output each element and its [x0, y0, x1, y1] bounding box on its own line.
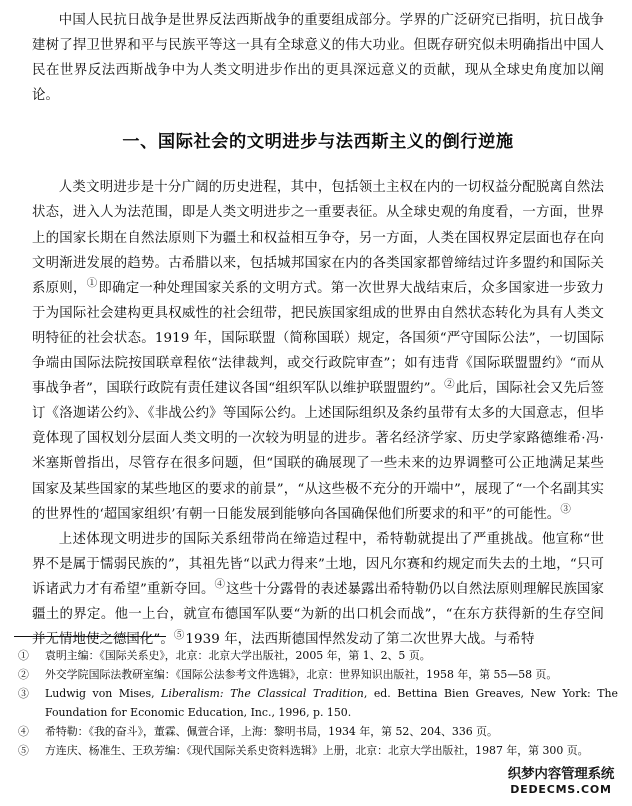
section-heading: 一、国际社会的文明进步与法西斯主义的倒行逆施 [122, 132, 514, 153]
paragraph-hitler-challenge [32, 527, 604, 652]
watermark [494, 767, 628, 796]
footnote-marker: ① [18, 649, 29, 662]
footnote-ref-4[interactable]: ④ [214, 578, 225, 591]
footnote-text: 希特勒：《我的奋斗》，董霖、佩萱合译，上海：黎明书局，1934 年，第 52、204、336 页。 [45, 724, 498, 738]
footnote-marker: ③ [18, 687, 29, 701]
footnote-list [14, 647, 618, 761]
watermark-domain-label: DEDECMS.COM [510, 783, 612, 796]
watermark-cn-label: 织梦内容管理系统 [507, 766, 615, 782]
body-text-column [32, 8, 604, 652]
footnote-text-post: , ed. Bettina Bien Greaves, New York: The Foundation for Economic Education, Inc., 1996, p. 150. [45, 687, 618, 719]
paragraph-3-part-1: 上述体现文明进步的国际关系纽带尚在缔造过程中，希特勒就提出了严重挑战。他宣称“世界不是属于懦弱民族的”，其祖先皆“以武力得来”土地，因凡尔赛和约规定而失去的土地，“只可诉诸武力才有希望”重新夺回。 [32, 531, 604, 597]
footnote-marker: ⑤ [18, 743, 29, 757]
paragraph-2-part-2: 即确定一种处理国家关系的文明方式。第一次世界大战结束后，众多国家进一步致力于为国际社会建构更具权威性的社会纽带，把民族国家组成的世界由自然状态转化为具有人类文明特征的社会状态。1919 年，国际联盟（简称国联）规定，各国须“严守国际公法”，一切国际争端由国际法院按国联章程依“法律裁判，或交行政院审查”；如有违背《国际联盟盟约》“而从事战争者”，国联行政院有责任建议各国“组织军队以维护联盟盟约”。 [32, 280, 605, 397]
footnote-ref-5[interactable]: ⑤ [173, 628, 185, 641]
paragraph-2-part-1: 人类文明进步是十分广阔的历史进程，其中，包括领土主权在内的一切权益分配脱离自然法状态，进入人为法范围，即是人类文明进步之一重要表征。从全球史观的角度看，一方面，世界上的国家长期在自然法原则下为疆土和权益相互争夺，另一方面，人类在国权界定层面也存在向文明渐进发展的趋势。古希腊以来，包括城邦国家在内的各类国家都曾缔结过许多盟约和国际关系原则， [32, 180, 604, 296]
footnote-marker: ② [18, 668, 29, 682]
footnote-ref-1[interactable]: ① [86, 277, 98, 290]
footnote-item [14, 742, 618, 761]
footnote-separator-rule [14, 636, 166, 637]
footnote-item [14, 685, 618, 722]
paragraph-2-part-3: 此后，国际社会又先后签订《洛迦诺公约》、《非战公约》等国际公约。上述国际组织及条约虽带有太多的大国意志，但毕竟体现了国权划分层面人类文明的一次较为明显的进步。著名经济学家、历史学家路德维希·冯·米塞斯曾指出，尽管存在很多问题，但“国联的确展现了一些未来的边界调整可公正地满足某些国家及某些国家的某些地区的要求的前景”，“从这些极不充分的开端中”，展现了“一个名副其实的世界性的‘超国家组织’有朝一日能发展到能够向各国确保他们所要求的和平”的可能性。 [32, 381, 604, 522]
paragraph-3-part-2: 这些十分露骨的表述暴露出希特勒仍以自然法原则理解民族国家疆土的界定。他一上台，就宣布德国军队要“为新的出口机会而战”，“在东方获得新的生存空间并无情地使之德国化”。 [32, 581, 604, 648]
footnote-ref-2[interactable]: ② [444, 377, 455, 390]
paragraph-civilization-progress [32, 175, 604, 526]
footnote-item [14, 647, 618, 666]
footnote-ref-3[interactable]: ③ [560, 503, 571, 516]
footnote-text-pre: Ludwig von Mises, [45, 687, 162, 701]
footnote-text: 外交学院国际法教研室编：《国际公法参考文件选辑》，北京：世界知识出版社，1958 年，第 55—58 页。 [45, 668, 558, 682]
footnote-item [14, 666, 618, 685]
footnote-text: 袁明主编：《国际关系史》，北京：北京大学出版社，2005 年，第 1、2、5 页。 [45, 649, 431, 662]
footnote-text-italic-title: Liberalism: The Classical Tradition [161, 687, 364, 701]
paragraph-intro: 中国人民抗日战争是世界反法西斯战争的重要组成部分。学界的广泛研究已指明，抗日战争建树了捍卫世界和平与民族平等这一具有全球意义的伟大功业。但既存研究似未明确指出中国人民在世界反法西斯战争中为人类文明进步作出的更具深远意义的贡献，现从全球史角度加以阐论。 [32, 13, 604, 104]
footnote-section [14, 636, 618, 761]
footnote-marker: ④ [18, 724, 29, 738]
footnote-item [14, 723, 618, 742]
footnote-text: 方连庆、杨准生、王玖芳编：《现代国际关系史资料选辑》上册，北京：北京大学出版社，1987 年，第 300 页。 [45, 743, 589, 757]
paragraph-3-part-3: 1939 年，法西斯德国悍然发动了第二次世界大战。与希特 [185, 632, 535, 648]
